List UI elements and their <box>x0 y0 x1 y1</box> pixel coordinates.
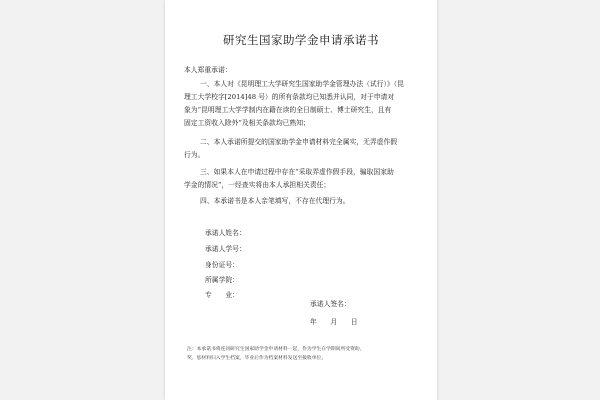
field-major-label: 专 业： <box>205 291 239 299</box>
date-label: 年 月 日 <box>310 318 358 326</box>
document-page <box>165 0 437 400</box>
clause-1-line-3: 象为“昆明理工大学学制内在籍在读的全日制硕士、博士研究生，且有 <box>184 106 392 114</box>
clause-1-line-2: 理工大学校字[2014]48 号）的所有条款均已知悉并认同，对于申请对 <box>184 93 395 101</box>
salutation: 本人郑重承诺： <box>184 66 232 74</box>
clause-3-line-2: 学金的情况”，一经查实将由本人承担相关责任； <box>184 181 331 189</box>
document-title: 研究生国家助学金申请承诺书 <box>223 33 379 47</box>
clause-1-line-4: 固定工资收入除外”及相关条款均已熟知； <box>184 119 310 127</box>
footnote-line-2: 奖、惩材料归入学生档案，毕业后作为档案材料发送至接收单位。 <box>187 356 327 361</box>
signature-label: 承诺人签名： <box>310 300 351 308</box>
clause-4: 四、本承诺书是本人亲笔填写，不存在代理行为。 <box>200 197 350 205</box>
field-college-label: 所属学院： <box>205 276 239 284</box>
clause-2-line-1: 二、本人承诺所提交的国家助学金申请材料完全属实，无弄虚作假 <box>200 138 398 146</box>
clause-2-line-2: 行为。 <box>184 151 205 159</box>
field-id-card-label: 身份证号： <box>205 261 239 269</box>
field-student-id-label: 承诺人学号： <box>205 245 246 253</box>
clause-1-line-1: 一、本人对《昆明理工大学研究生国家助学金管理办法（试行）》（昆 <box>200 80 404 88</box>
footnote-line-1: 注：本承诺书将连同研究生国家助学金申请材料一起，作为学生在学期间所受资助、 <box>187 347 365 352</box>
clause-3-line-1: 三、如果本人在申请过程中存在“采取弄虚作假手段，骗取国家助 <box>200 168 394 176</box>
field-name-label: 承诺人姓名： <box>205 229 246 237</box>
